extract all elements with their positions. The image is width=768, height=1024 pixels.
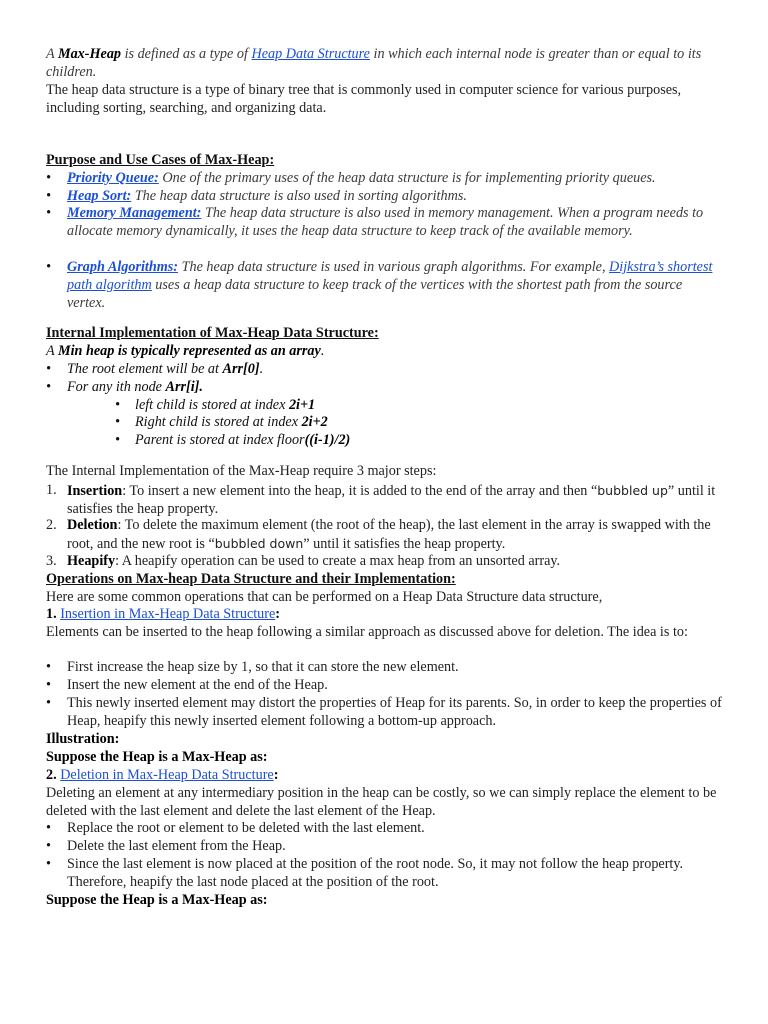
suppose-heap-label: Suppose the Heap is a Max-Heap as: (46, 749, 268, 765)
list-item: • Heap Sort: The heap data structure is also used in sorting algorithms. (46, 188, 722, 206)
list-item: • First increase the heap size by 1, so that it can store the new element. (46, 659, 722, 677)
operations-heading: Operations on Max-heap Data Structure and their Implementation: (46, 571, 456, 587)
internal-heading: Internal Implementation of Max-Heap Data Structure: (46, 325, 379, 341)
memory-management-link[interactable]: Memory Management: (67, 205, 202, 221)
insertion-description: Elements can be inserted to the heap following a similar approach as discussed above for deletion. The idea is to: (46, 624, 688, 640)
insertion-subheading: 1. Insertion in Max-Heap Data Structure: (46, 606, 281, 622)
internal-representation: A Min heap is typically represented as an array. (46, 343, 325, 359)
list-item: 3. Heapify: A heapify operation can be used to create a max heap from an unsorted array. (46, 553, 561, 569)
list-item: • Graph Algorithms: The heap data structure is used in various graph algorithms. For example, Dijkstra’s shortest path algorithm uses a heap data structure to keep track of the vertices with the shortest path from the source vertex. (46, 259, 722, 312)
insertion-link[interactable]: Insertion in Max-Heap Data Structure (60, 606, 276, 622)
deletion-link[interactable]: Deletion in Max-Heap Data Structure (60, 767, 274, 783)
deletion-description: Deleting an element at any intermediary position in the heap can be costly, so we can simply replace the element to be deleted with the last element and delete the last element of the Heap. (46, 785, 717, 819)
suppose-heap-label: Suppose the Heap is a Max-Heap as: (46, 892, 268, 908)
list-item: • Memory Management: The heap data structure is also used in memory management. When a program needs to allocate memory dynamically, it uses the heap data structure to keep track of the available memory. (46, 205, 722, 241)
graph-algorithms-link[interactable]: Graph Algorithms: (67, 259, 179, 275)
max-heap-term: Max-Heap (57, 46, 122, 62)
list-item: • This newly inserted element may distort the properties of Heap for its parents. So, in order to keep the properties of Heap, heapify this newly inserted element following a bottom-up approach. (46, 695, 722, 731)
list-item: • The root element will be at Arr[0]. (46, 361, 722, 379)
operations-intro: Here are some common operations that can be performed on a Heap Data Structure data structure, (46, 589, 603, 605)
heap-sort-link[interactable]: Heap Sort: (67, 188, 132, 204)
list-item: • Delete the last element from the Heap. (46, 838, 722, 856)
illustration-label: Illustration: (46, 731, 120, 747)
dijkstra-link[interactable]: Dijkstra’s shortest path algorithm (67, 259, 713, 293)
intro-definition: A Max-Heap is defined as a type of Heap Data Structure in which each internal node is greater than or equal to its children. (46, 46, 702, 80)
deletion-subheading: 2. Deletion in Max-Heap Data Structure: (46, 767, 279, 783)
list-item: 1. Insertion: To insert a new element into the heap, it is added to the end of the array and then “bubbled up” until it satisfies the heap property. (46, 482, 716, 517)
list-item: • Priority Queue: One of the primary uses of the heap data structure is for implementing priority queues. (46, 170, 722, 188)
list-item: • Right child is stored at index 2i+2 (115, 414, 722, 432)
list-item: • Since the last element is now placed at the position of the root node. So, it may not follow the heap property. Therefore, heapify the last node placed at the position of the root. (46, 856, 722, 892)
list-item: • Replace the root or element to be deleted with the last element. (46, 820, 722, 838)
list-item: • Parent is stored at index floor((i-1)/2) (115, 432, 722, 450)
list-item: • Insert the new element at the end of the Heap. (46, 677, 722, 695)
list-item: 2. Deletion: To delete the maximum element (the root of the heap), the last element in the array is swapped with the root, and the new root is “bubbled down” until it satisfies the heap property. (46, 517, 711, 552)
heap-data-structure-link[interactable]: Heap Data Structure (251, 46, 370, 62)
intro-paragraph: The heap data structure is a type of binary tree that is commonly used in computer science for various purposes, including sorting, searching, and organizing data. (46, 82, 682, 116)
purpose-heading: Purpose and Use Cases of Max-Heap: (46, 152, 275, 168)
priority-queue-link[interactable]: Priority Queue: (67, 170, 159, 186)
steps-intro: The Internal Implementation of the Max-Heap require 3 major steps: (46, 463, 437, 479)
list-item: • left child is stored at index 2i+1 (115, 397, 722, 415)
list-item: • For any ith node Arr[i]. (46, 379, 722, 397)
